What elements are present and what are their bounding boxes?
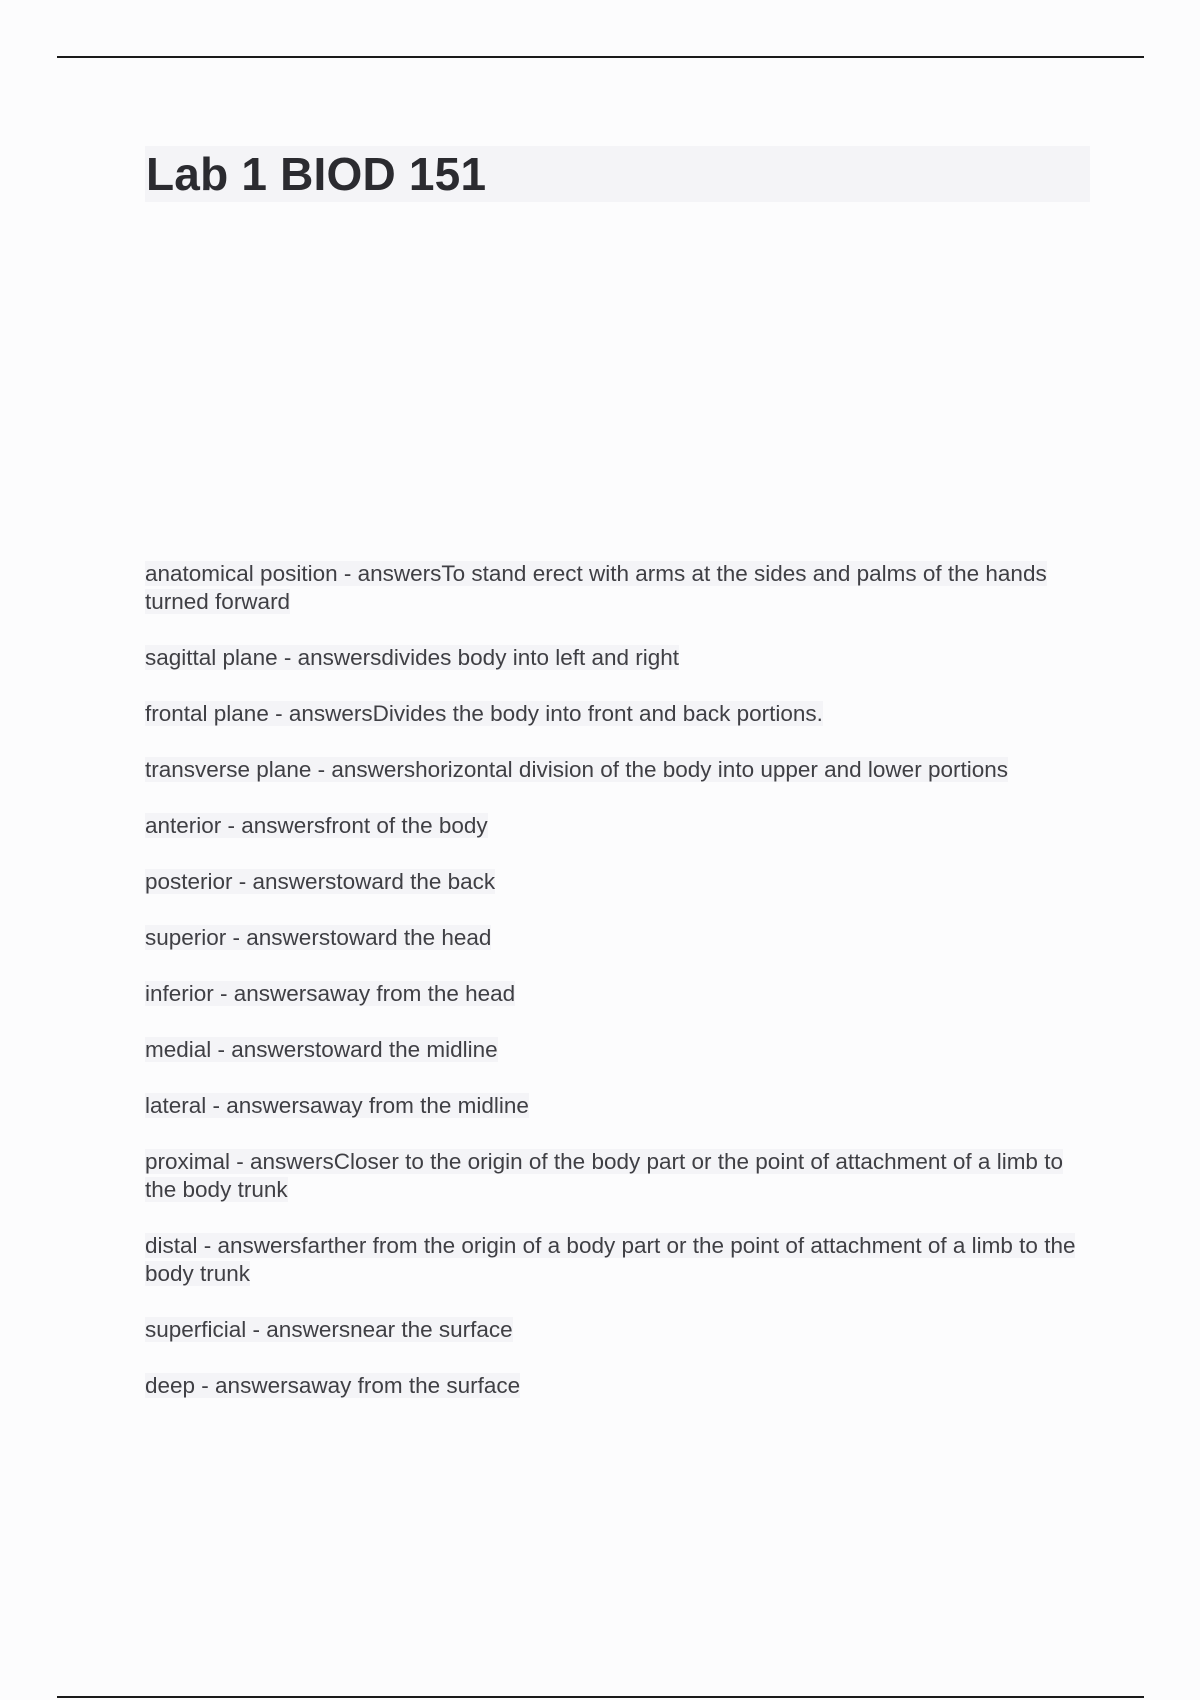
list-item [145,560,1085,616]
list-item [145,1036,1085,1064]
list-item [145,924,1085,952]
flashcard-text: anatomical position - answersTo stand erect with arms at the sides and palms of the hands turned forward [145,561,1047,614]
list-item [145,1316,1085,1344]
list-item [145,756,1085,784]
flashcard-text: sagittal plane - answersdivides body into left and right [145,645,680,670]
flashcard-text: medial - answerstoward the midline [145,1037,498,1062]
flashcard-text: deep - answersaway from the surface [145,1373,521,1398]
flashcard-text: frontal plane - answersDivides the body into front and back portions. [145,701,823,726]
flashcard-text: superficial - answersnear the surface [145,1317,513,1342]
list-item [145,1232,1085,1288]
flashcard-text: anterior - answersfront of the body [145,813,488,838]
list-item [145,644,1085,672]
flashcard-text: transverse plane - answershorizontal division of the body into upper and lower portions [145,757,1008,782]
bottom-rule [57,1696,1144,1698]
list-item [145,1148,1085,1204]
flashcard-text: distal - answersfarther from the origin of a body part or the point of attachment of a limb to the body trunk [145,1233,1076,1286]
page-title: Lab 1 BIOD 151 [146,148,487,200]
list-item [145,1372,1085,1400]
list-item [145,812,1085,840]
list-item [145,980,1085,1008]
flashcard-text: superior - answerstoward the head [145,925,492,950]
list-item [145,1092,1085,1120]
list-item [145,700,1085,728]
flashcard-list [145,560,1085,1428]
top-rule [57,56,1144,58]
flashcard-text: proximal - answersCloser to the origin of the body part or the point of attachment of a limb to the body trunk [145,1149,1063,1202]
flashcard-text: inferior - answersaway from the head [145,981,516,1006]
list-item [145,868,1085,896]
flashcard-text: posterior - answerstoward the back [145,869,496,894]
flashcard-text: lateral - answersaway from the midline [145,1093,529,1118]
